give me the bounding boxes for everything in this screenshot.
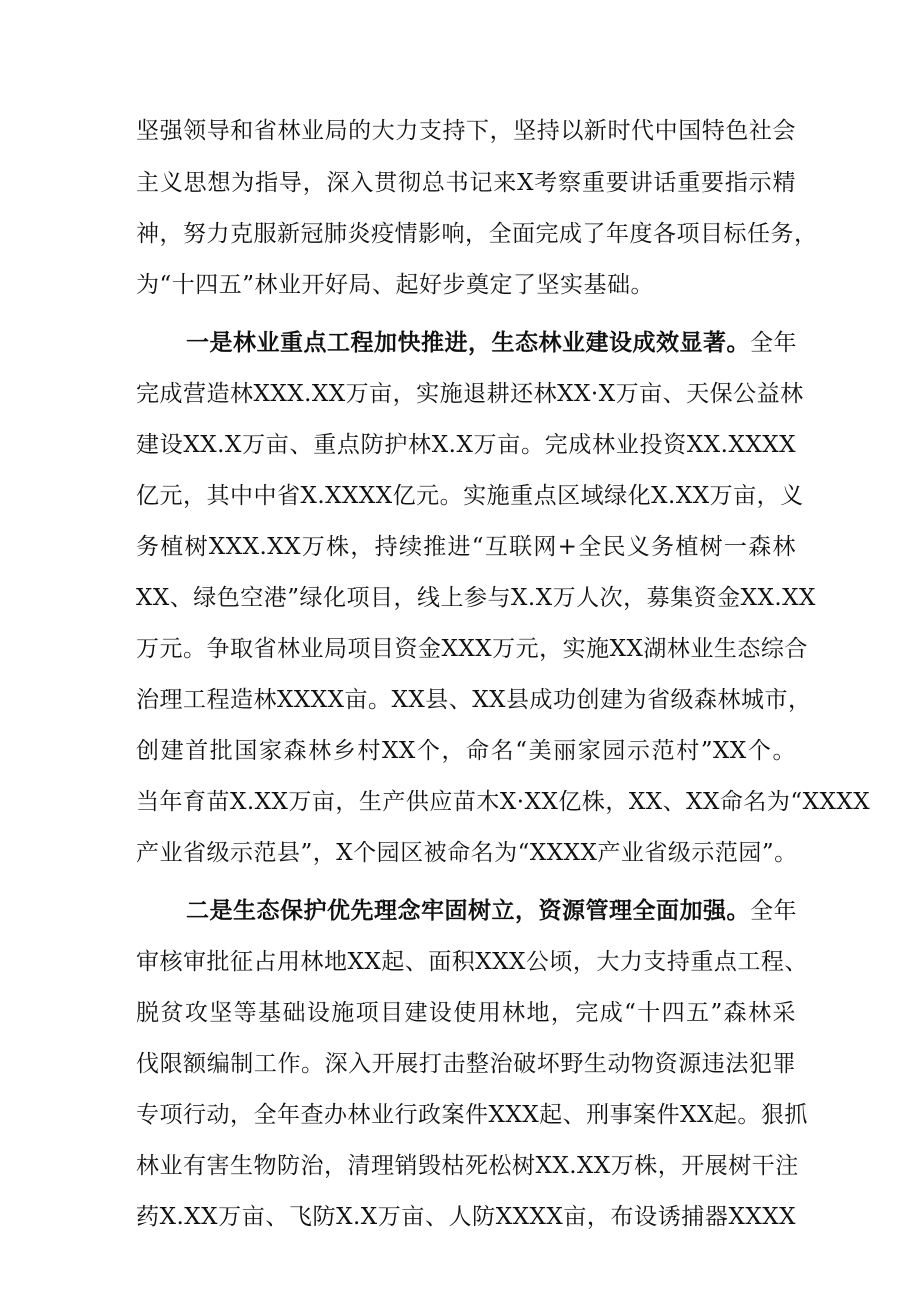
text-line: 专项行动，全年查办林业行政案件XXX起、刑事案件XX起。狠抓 xyxy=(136,1102,808,1128)
paragraph-first-line xyxy=(186,328,796,358)
text-line: 完成营造林XXX.XX万亩，实施退耕还林XX·X万亩、天保公益林 xyxy=(136,381,804,407)
paragraph-heading: 一是林业重点工程加快推进，生态林业建设成效显著。 xyxy=(186,329,750,356)
text-line: 当年育苗X.XX万亩，生产供应苗木X·XX亿株，XX、XX命名为“XXXX xyxy=(136,789,871,815)
text-line: 为“十四五”林业开好局、起好步奠定了坚实基础。 xyxy=(136,272,655,298)
text-line: 脱贫攻坚等基础设施项目建设使用林地，完成“十四五”森林采 xyxy=(136,1000,796,1026)
paragraph-heading: 二是生态保护优先理念牢固树立，资源管理全面加强。 xyxy=(186,897,750,924)
text-line: 审核审批征占用林地XX起、面积XXX公顷，大力支持重点工程、 xyxy=(136,949,808,975)
text-line: 产业省级示范县”，X个园区被命名为“XXXX产业省级示范园”。 xyxy=(136,840,798,866)
text-line: XX、绿色空港”绿化项目，线上参与X.X万人次，募集资金XX.XX xyxy=(136,585,816,611)
text-line: 神，努力克服新冠肺炎疫情影响，全面完成了年度各项目标任务， xyxy=(136,221,818,247)
text-line: 主义思想为指导，深入贯彻总书记来X考察重要讲话重要指示精 xyxy=(136,170,796,196)
text-line: 药X.XX万亩、飞防X.X万亩、人防XXXX亩，布设诱捕器XXXX xyxy=(136,1204,796,1230)
text-line: 治理工程造林XXXX亩。XX县、XX县成功创建为省级森林城市， xyxy=(136,687,812,713)
text-line: 建设XX.X万亩、重点防护林X.X万亩。完成林业投资XX.XXXX xyxy=(136,432,796,458)
text-line: 务植树XXX.XX万株，持续推进“互联网+全民义务植树一森林 xyxy=(136,534,796,560)
text-run: 全年 xyxy=(750,898,797,924)
text-line: 坚强领导和省林业局的大力支持下，坚持以新时代中国特色社会 xyxy=(136,118,796,144)
text-line: 林业有害生物防治，清理销毁枯死松树XX.XX万株，开展树干注 xyxy=(136,1153,799,1179)
paragraph-first-line xyxy=(186,896,796,926)
text-run: 全年 xyxy=(750,330,797,356)
text-line: 创建首批国家森林乡村XX个，命名“美丽家园示范村”XX个。 xyxy=(136,738,796,764)
text-line: 亿元，其中中省X.XXXX亿元。实施重点区域绿化X.XX万亩，义 xyxy=(136,483,804,509)
text-line: 伐限额编制工作。深入开展打击整治破坏野生动物资源违法犯罪 xyxy=(136,1051,796,1077)
text-line: 万元。争取省林业局项目资金XXX万元，实施XX湖林业生态综合 xyxy=(136,636,808,662)
